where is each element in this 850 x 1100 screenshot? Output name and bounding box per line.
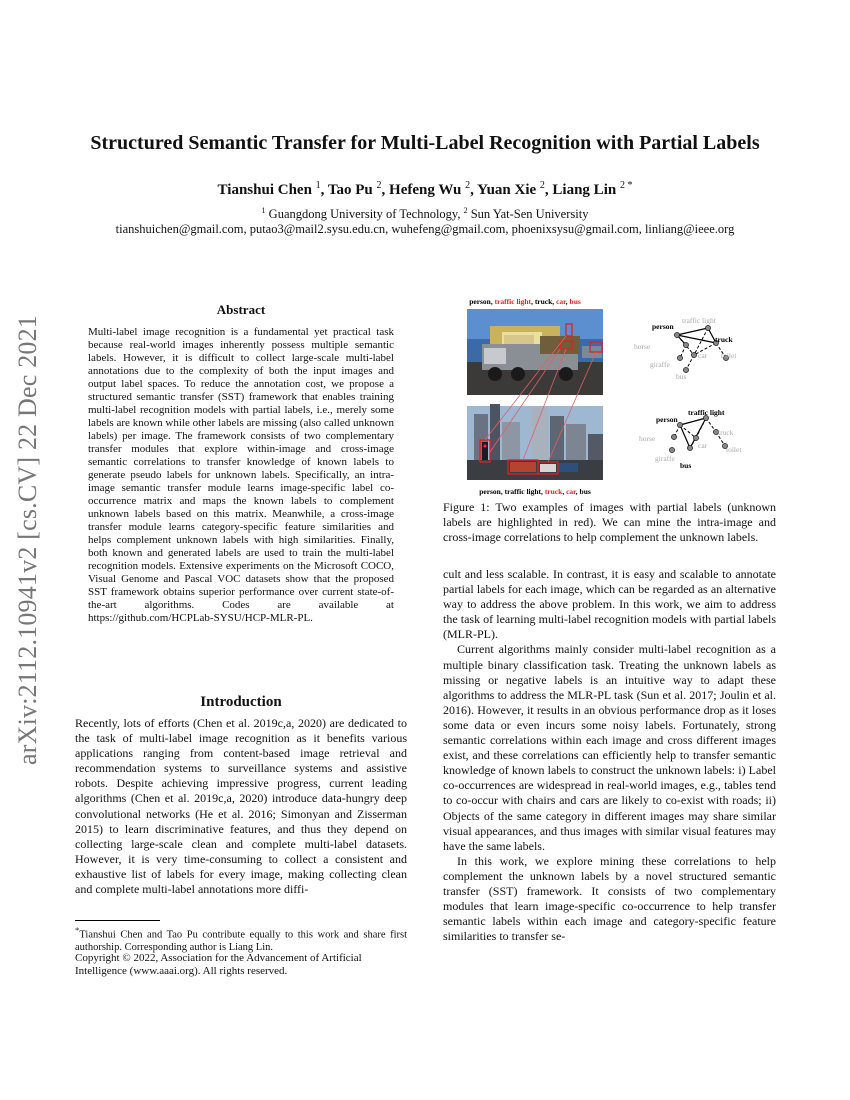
paper-title: Structured Semantic Transfer for Multi-Label Recognition with Partial Labels [90, 132, 760, 154]
svg-text:truck: truck [718, 428, 734, 437]
introduction-body: Recently, lots of efforts (Chen et al. 2019c,a, 2020) are dedicated to the task of multi-label image recognition as it benefits various applications ranging from content-based image retrieval and recommendation systems to surveillance systems and assistive robots. Despite achieving impressive progress, current leading algorithms (Chen et al. 2019c,a, 2020) introduce data-hungry deep convolutional networks (He et al. 2016; Simonyan and Zisserman 2015) to learn discriminative features, and thus they depend on collecting large-scale clean and complete multi-label datasets. However, it is very time-consuming to collect a consistent and exhaustive list of labels for every image, making collecting clean and complete multi-label annotations more diffi- [75, 716, 407, 897]
svg-text:bus: bus [680, 461, 692, 470]
arxiv-id: arXiv:2112.10941v2 [cs.CV] 22 Dec 2021 [13, 314, 42, 766]
svg-text:toilet: toilet [721, 351, 737, 360]
label-graph-2 [639, 408, 742, 470]
author-emails: tianshuichen@gmail.com, putao3@mail2.sysu.edu.cn, wuhefeng@gmail.com, phoenixsysu@gmail.com, linliang@ieee.org [115, 222, 735, 236]
svg-text:giraffe: giraffe [650, 360, 670, 369]
arxiv-sidebar [8, 300, 48, 780]
figure-1 [440, 292, 776, 500]
author: Yuan Xie $^2$ [477, 180, 545, 198]
svg-text:toilet: toilet [726, 445, 742, 454]
abstract-heading: Abstract [216, 302, 266, 317]
right-column-body [443, 567, 776, 944]
abstract-body: Multi-label image recognition is a fundamental yet practical task because real-world images inherently possess multiple semantic labels. However, it is difficult to collect large-scale multi-label annotations due to the complexity of both the input images and output label spaces. To reduce the annotation cost, we propose a structured semantic transfer (SST) framework that enables training multi-label recognition models with partial labels, i.e., merely some labels are known while other labels are missing (also called unknown labels) per image. The framework consists of two complementary transfer modules that explore within-image and cross-image semantic correlations to transfer knowledge of known labels to generate pseudo labels for unknown labels. Specifically, an intra-image semantic transfer module learns image-specific label co-occurrence matrix and maps the known labels to complement unknown labels based on this matrix. Meanwhile, a cross-image transfer module learns category-specific feature similarities and helps complement unknown labels with high similarities. Finally, both known and generated labels are used to train the multi-label recognition models. Extensive experiments on the Microsoft COCO, Visual Genome and Pascal VOC datasets show that the proposed SST framework obtains superior performance over current state-of-the-art algorithms. Codes are available at https://github.com/HCPLab-SYSU/HCP-MLR-PL. [88, 326, 394, 624]
top-image-labels: person, traffic light, truck, car, bus [469, 297, 581, 306]
svg-text:traffic light: traffic light [682, 316, 716, 325]
paragraph: cult and less scalable. In contrast, it is easy and scalable to annotate partial labels for each image, which can be regarded as an alternative way to address the above problem. In this work, we aim to address the task of learning multi-label recognition models with partial labels (MLR-PL). [443, 567, 776, 642]
copyright-notice: Copyright © 2022, Association for the Advancement of Artificial Intelligence (www.aaai.org). All rights reserved. [75, 952, 362, 977]
author-list: Tianshui Chen $^1$, Tao Pu $^2$, Hefeng Wu $^2$, Yuan Xie $^2$, Liang Lin $^{2 *}$ [217, 180, 633, 198]
introduction-heading: Introduction [200, 694, 282, 710]
affiliations: $^1$ Guangdong University of Technology, $^2$ Sun Yat-Sen University [261, 206, 589, 222]
svg-text:bus: bus [676, 372, 687, 381]
svg-text:giraffe: giraffe [655, 454, 675, 463]
svg-text:car: car [698, 351, 708, 360]
figure-caption: Figure 1: Two examples of images with partial labels (unknown labels are highlighted in red). We can mine the intra-image and cross-image correlations to help complement the unknown labels. [443, 500, 776, 544]
footnote: *Tianshui Chen and Tao Pu contribute equally to this work and share first authorship. Corresponding author is Liang Lin. [75, 925, 407, 954]
svg-text:person: person [656, 415, 678, 424]
author: Liang Lin $^{2 *}$ [552, 180, 633, 198]
author: Tao Pu $^2$ [327, 180, 382, 198]
svg-text:traffic light: traffic light [688, 408, 725, 417]
svg-text:truck: truck [715, 335, 733, 344]
svg-text:horse: horse [639, 434, 656, 443]
svg-text:horse: horse [634, 342, 651, 351]
bottom-image-labels: person, traffic light, truck, car, bus [479, 487, 591, 496]
paragraph: In this work, we explore mining these correlations to help complement the unknown labels by a novel structured semantic transfer (SST) framework. It consists of two complementary modules that learn image-specific co-occurrence to help transfer semantic labels within each image and category-specific feature similarities to transfer se- [443, 853, 776, 944]
author: Tianshui Chen $^1$ [217, 180, 321, 198]
paragraph: Current algorithms mainly consider multi-label recognition as a multiple binary classification task. Treating the unknown labels as missing or negative labels is an intuitive way to adapt these algorithms to address the MLR-PL task (Sun et al. 2017; Joulin et al. 2016). However, it results in an obvious performance drop as it loses some data or even incurs some noisy labels. Fortunately, strong semantic correlations within each image and cross different images exist, and these correlations can efficiently help to transfer semantic knowledge of known labels to construct the unknown labels: i) Label co-occurrences are widespread in real-world images, e.g., tables tend to co-occur with chairs and cars are likely to co-exist with roads; ii) Objects of the same category in different images may share similar visual appearances, and thus images with similar visual features may have the same labels. [443, 642, 776, 853]
label-graph-1 [634, 316, 737, 381]
svg-text:person: person [652, 322, 674, 331]
footnote-rule [75, 920, 160, 921]
author: Hefeng Wu $^2$ [389, 180, 471, 198]
svg-text:car: car [698, 441, 708, 450]
city-scene-photo [467, 404, 603, 480]
